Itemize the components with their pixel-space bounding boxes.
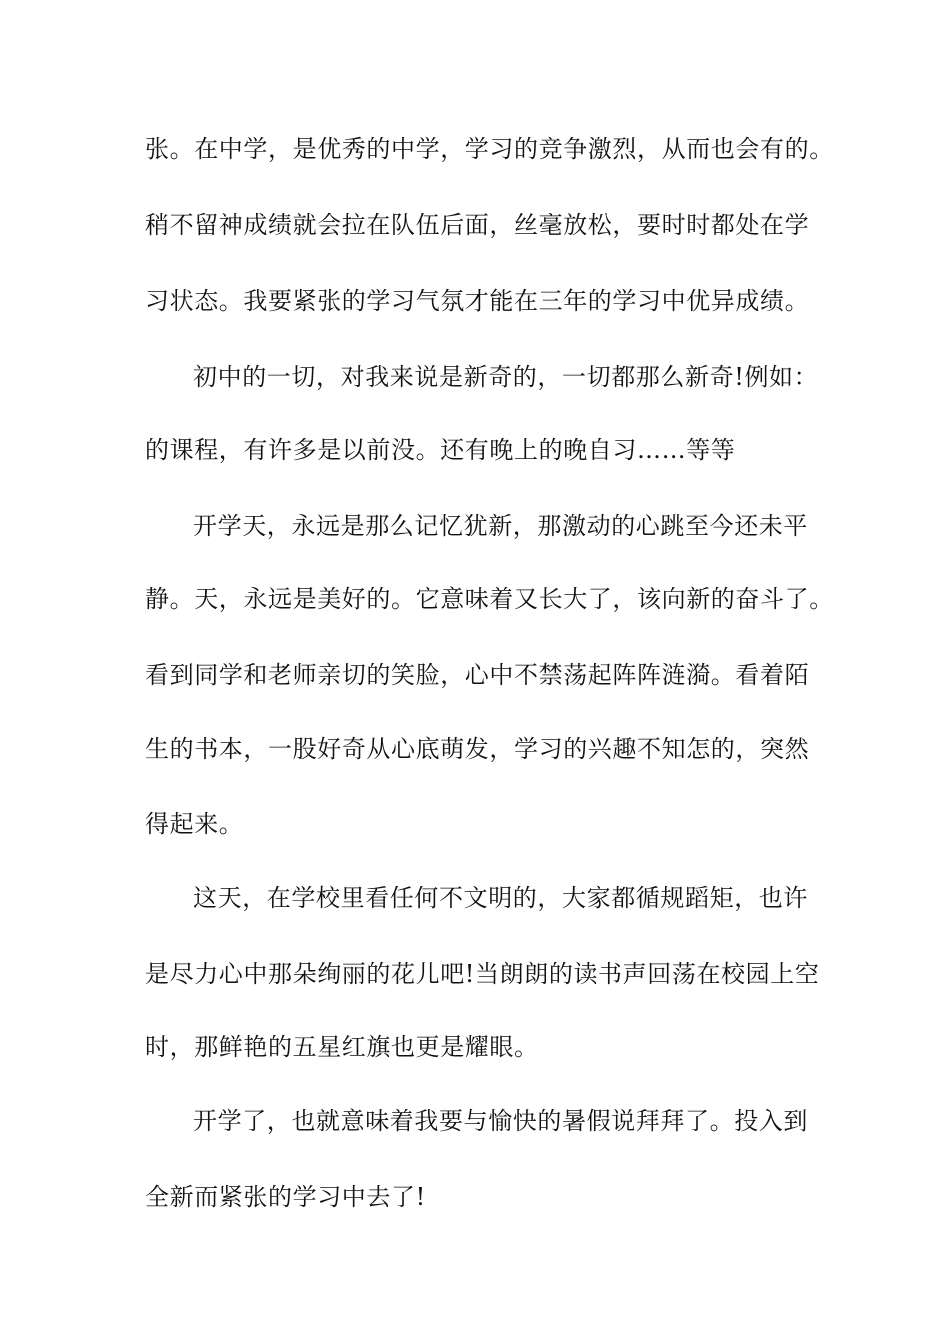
text-line: 静。天，永远是美好的。它意味着又长大了，该向新的奋斗了。 xyxy=(145,585,834,613)
text-line: 习状态。我要紧张的学习气氛才能在三年的学习中优异成绩。 xyxy=(145,287,810,315)
text-line: 是尽力心中那朵绚丽的花儿吧!当朗朗的读书声回荡在校园上空 xyxy=(145,960,820,988)
text-line: 看到同学和老师亲切的笑脸，心中不禁荡起阵阵涟漪。看着陌 xyxy=(145,661,810,689)
text-line: 生的书本，一股好奇从心底萌发，学习的兴趣不知怎的，突然 xyxy=(145,735,810,763)
text-line: 得起来。 xyxy=(145,810,244,838)
text-line: 稍不留神成绩就会拉在队伍后面，丝毫放松，要时时都处在学 xyxy=(145,211,810,239)
paragraph-start-line: 这天，在学校里看任何不文明的，大家都循规蹈矩，也许 xyxy=(193,884,808,912)
text-line: 张。在中学，是优秀的中学，学习的竞争激烈，从而也会有的。 xyxy=(145,135,834,163)
paragraph-start-line: 开学天，永远是那么记忆犹新，那激动的心跳至今还未平 xyxy=(193,512,808,540)
text-line: 全新而紧张的学习中去了! xyxy=(145,1183,426,1211)
text-line: 时，那鲜艳的五星红旗也更是耀眼。 xyxy=(145,1033,539,1061)
paragraph-start-line: 初中的一切，对我来说是新奇的，一切都那么新奇!例如： xyxy=(193,363,819,391)
paragraph-start-line: 开学了，也就意味着我要与愉快的暑假说拜拜了。投入到 xyxy=(193,1107,808,1135)
text-line: 的课程，有许多是以前没。还有晚上的晚自习……等等 xyxy=(145,436,736,464)
